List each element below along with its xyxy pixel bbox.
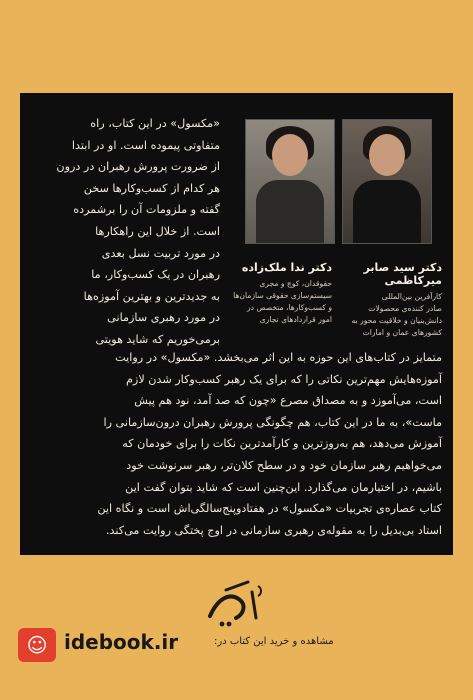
publisher-logo-mark (200, 578, 268, 632)
text-line: به جدیدترین و بهترین آموزه‌ها (83, 289, 220, 303)
text-line: در مورد رهبری سازمانی (107, 311, 220, 325)
author-role (338, 291, 442, 339)
text-line: هر کدام از کسب‌وکارها سخن (83, 181, 220, 195)
head-shape (272, 134, 308, 176)
role-line: سیستم‌سازی حقوقی سازمان‌ها (233, 291, 332, 300)
text-line: استاد بی‌بدیل را به مقوله‌ی رهبری سازمانی در اوج پختگی روایت می‌کند. (105, 523, 442, 537)
text-line: برمی‌خوریم که شاید هویتی (95, 332, 220, 346)
dress-shape (256, 180, 324, 244)
text-line: متفاوتی پیموده است. او در ابتدا (71, 138, 220, 152)
suit-shape (353, 180, 421, 244)
book-icon: ☺ (18, 628, 56, 662)
text-line: باشیم، در اختیارمان می‌گذارد. این‌چنین است که شاید بتوان گفت این (125, 480, 442, 494)
text-line: در مورد تربیت نسل بعدی (101, 246, 220, 260)
watermark-banner (18, 628, 438, 662)
text-line: آموزش می‌دهد، هم به‌روزترین و کارآمدترین نکات را برای خودمان که (122, 437, 442, 451)
author-name: دکتر ندا ملک‌زاده (241, 261, 332, 274)
text-line: «مکسول» در این کتاب، راه (90, 117, 220, 130)
author-caption-malekzadeh (232, 261, 332, 326)
text-line: ماست»، به ما در این کتاب، هم چگونگی پرورش رهبران درون‌سازمانی را (103, 415, 442, 429)
author-name: دکتر سید صابر میرکاظمی (363, 261, 442, 287)
role-line: دانش‌بنیان و خلاقیت محور به (351, 316, 442, 325)
role-line: صادر کننده‌ی محصولات (368, 304, 442, 313)
watermark-promo: مشاهده و خرید این کتاب در: (214, 636, 334, 647)
role-line: و کسب‌وکارها، متخصص در (247, 303, 332, 312)
text-line: آموزه‌هایش مهم‌ترین نکاتی را که برای یک رهبر کسب‌وکار شدن لازم (125, 372, 442, 386)
text-line: گفته و ملزومات آن را برشمرده (73, 203, 220, 217)
blurb-text-column (30, 113, 220, 351)
text-line: از ضرورت پرورش رهبران در درون (56, 160, 220, 174)
publisher-logo (200, 578, 268, 632)
author-photo-mirkazemi (342, 119, 432, 244)
role-line: امور قراردادهای تجاری (259, 315, 332, 324)
watermark-brand: idebook.ir (64, 630, 179, 654)
blurb-text-full (30, 347, 442, 541)
role-line: حقوقدان، کوچ و مجری (259, 279, 332, 288)
author-role (232, 278, 332, 326)
author-photo-malekzadeh (245, 119, 335, 244)
author-caption-mirkazemi (338, 261, 442, 339)
back-cover-panel (20, 93, 453, 555)
text-line: می‌خواهیم رهبر سازمان خود و در سطح کلان‌تر، رهبر سرنوشت خود (126, 458, 442, 472)
role-line: کشورهای عمان و امارات (362, 328, 442, 337)
text-line: رهبران در یک کسب‌وکار، ما (91, 268, 220, 282)
head-shape (369, 134, 405, 176)
text-line: کتاب عصاره‌ی تجربیات «مکسول» در هفتادوپنج‌سالگی‌اش است و نگاه این (97, 502, 442, 516)
text-line: متمایز در کتاب‌های این حوزه به این اثر می‌بخشد. «مکسول» در روایت (115, 351, 442, 364)
text-line: است، می‌آموزد و به مصداق مصرع «چون که صد آمد، نود هم پیش (134, 394, 442, 408)
role-line: کارآفرین بین‌المللی (381, 292, 442, 301)
text-line: است. از خلال این راهکارها (95, 224, 220, 238)
